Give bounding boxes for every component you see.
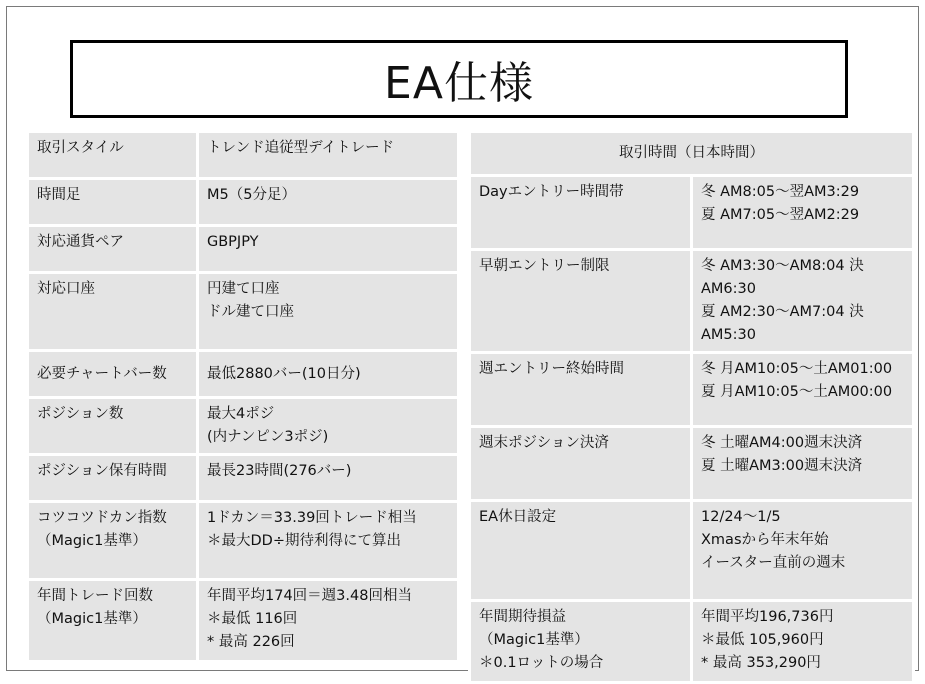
row-label: 週末ポジション決済 bbox=[470, 427, 692, 501]
table-row bbox=[28, 132, 459, 179]
row-value: 円建て口座 ドル建て口座 bbox=[198, 273, 459, 351]
row-label: 年間期待損益 （Magic1基準） ＊0.1ロットの場合 bbox=[470, 601, 692, 683]
table-header-row bbox=[470, 132, 914, 176]
table-row bbox=[470, 427, 914, 501]
table-row bbox=[470, 601, 914, 683]
row-label: 時間足 bbox=[28, 179, 198, 226]
row-label: コツコツドカン指数 （Magic1基準） bbox=[28, 502, 198, 580]
trading-hours-table bbox=[468, 130, 915, 684]
row-label: Dayエントリー時間帯 bbox=[470, 176, 692, 250]
row-label: 必要チャートバー数 bbox=[28, 351, 198, 398]
table-row bbox=[28, 455, 459, 502]
row-value: 1ドカン＝33.39回トレード相当 ＊最大DD÷期待利得にて算出 bbox=[198, 502, 459, 580]
spec-table bbox=[26, 130, 460, 663]
row-value: 最低2880バー(10日分) bbox=[198, 351, 459, 398]
table-row bbox=[28, 398, 459, 455]
row-value: GBPJPY bbox=[198, 226, 459, 273]
row-value: M5（5分足） bbox=[198, 179, 459, 226]
table-row bbox=[470, 353, 914, 427]
row-label: ポジション数 bbox=[28, 398, 198, 455]
table-row bbox=[28, 179, 459, 226]
row-value: 年間平均174回＝週3.48回相当 ＊最低 116回 * 最高 226回 bbox=[198, 580, 459, 662]
row-value: 冬 月AM10:05～土AM01:00 夏 月AM10:05～土AM00:00 bbox=[692, 353, 914, 427]
page-title: EA仕様 bbox=[384, 58, 534, 109]
table-row bbox=[28, 502, 459, 580]
row-value: 12/24～1/5 Xmasから年末年始 イースター直前の週末 bbox=[692, 501, 914, 601]
table-header: 取引時間（日本時間） bbox=[470, 132, 914, 176]
table-row bbox=[470, 250, 914, 353]
row-value: 冬 AM3:30～AM8:04 決AM6:30 夏 AM2:30～AM7:04 決AM5:30 bbox=[692, 250, 914, 353]
row-label: 対応通貨ペア bbox=[28, 226, 198, 273]
table-row bbox=[470, 176, 914, 250]
row-label: 対応口座 bbox=[28, 273, 198, 351]
row-value: 冬 土曜AM4:00週末決済 夏 土曜AM3:00週末決済 bbox=[692, 427, 914, 501]
row-value: 冬 AM8:05～翌AM3:29 夏 AM7:05～翌AM2:29 bbox=[692, 176, 914, 250]
table-row bbox=[28, 226, 459, 273]
table-row bbox=[470, 501, 914, 601]
row-label: 週エントリー終始時間 bbox=[470, 353, 692, 427]
table-row bbox=[28, 273, 459, 351]
row-value: 最長23時間(276バー) bbox=[198, 455, 459, 502]
table-row bbox=[28, 580, 459, 662]
row-label: 早朝エントリー制限 bbox=[470, 250, 692, 353]
row-value: トレンド追従型デイトレード bbox=[198, 132, 459, 179]
row-label: EA休日設定 bbox=[470, 501, 692, 601]
row-label: 取引スタイル bbox=[28, 132, 198, 179]
table-row bbox=[28, 351, 459, 398]
row-label: 年間トレード回数 （Magic1基準） bbox=[28, 580, 198, 662]
title-box bbox=[70, 40, 848, 118]
row-value: 年間平均196,736円 ＊最低 105,960円 * 最高 353,290円 bbox=[692, 601, 914, 683]
row-value: 最大4ポジ (内ナンピン3ポジ) bbox=[198, 398, 459, 455]
row-label: ポジション保有時間 bbox=[28, 455, 198, 502]
